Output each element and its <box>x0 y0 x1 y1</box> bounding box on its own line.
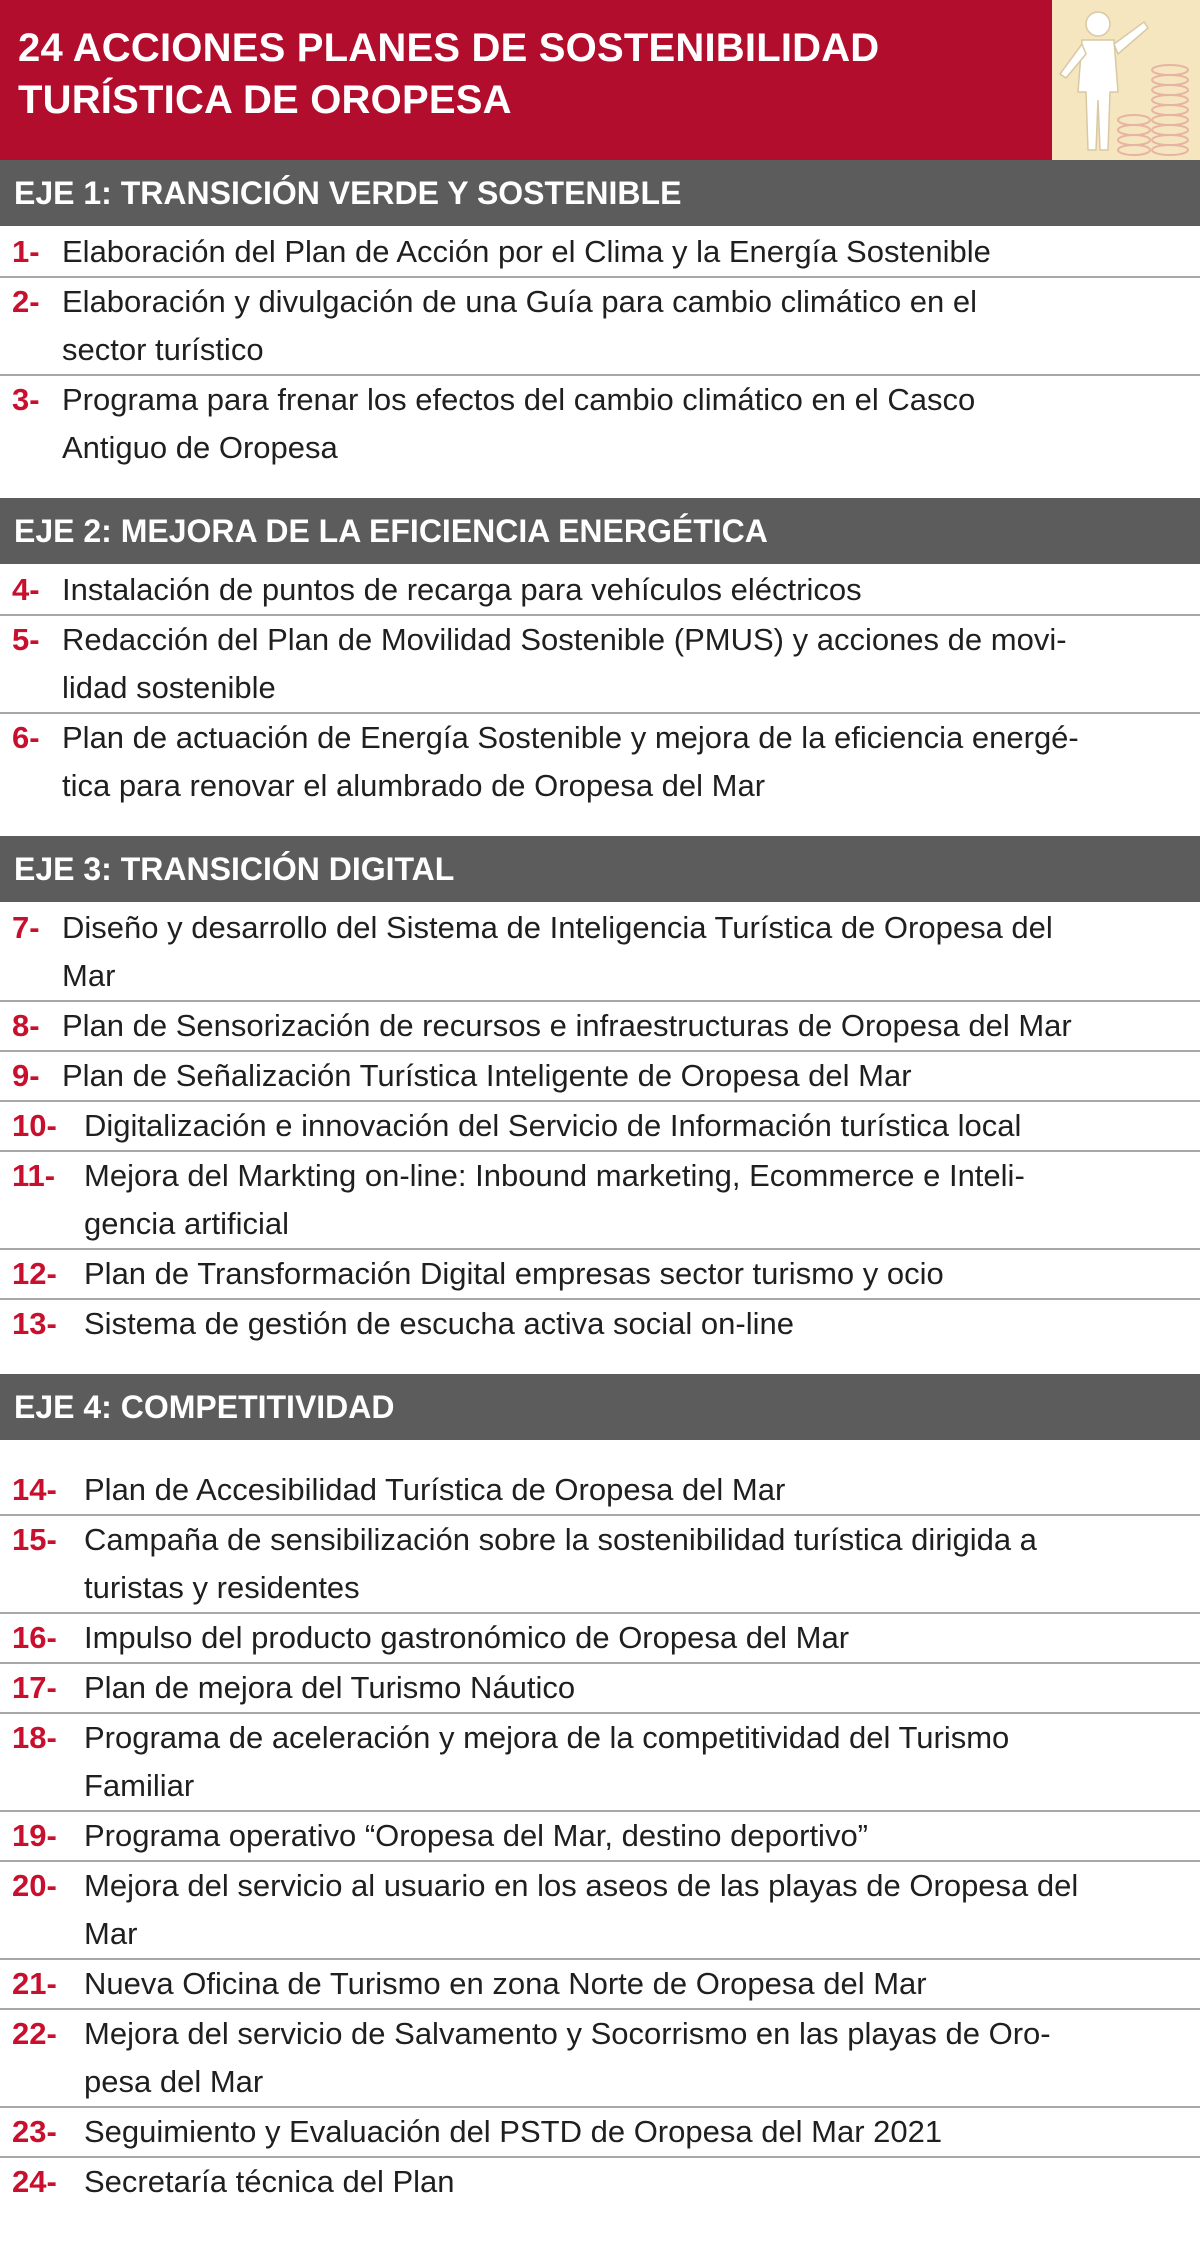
section-eje-2 <box>0 498 1200 836</box>
action-number: 7- <box>12 910 40 945</box>
action-number: 16- <box>12 1620 57 1655</box>
action-item <box>0 616 1200 714</box>
action-text: Programa para frenar los efectos del cambio climático en el Casco Antiguo de Oropesa <box>62 382 976 465</box>
action-text: Sistema de gestión de escucha activa social on-line <box>84 1306 794 1341</box>
action-text: Diseño y desarrollo del Sistema de Inteligencia Turística de Oropesa del Mar <box>62 910 1053 993</box>
action-number: 19- <box>12 1818 57 1853</box>
action-text: Digitalización e innovación del Servicio de Información turística local <box>84 1108 1022 1143</box>
action-item <box>0 2108 1200 2158</box>
action-text: Mejora del servicio de Salvamento y Socorrismo en las playas de Oro- pesa del Mar <box>84 2016 1051 2099</box>
section-header: EJE 3: TRANSICIÓN DIGITAL <box>0 836 1200 902</box>
section-eje-1 <box>0 160 1200 498</box>
action-text: Plan de actuación de Energía Sostenible y mejora de la eficiencia energé- tica para renovar el alumbrado de Oropesa del Mar <box>62 720 1079 803</box>
action-item <box>0 1714 1200 1812</box>
action-item <box>0 1614 1200 1664</box>
action-number: 18- <box>12 1720 57 1755</box>
action-item <box>0 1812 1200 1862</box>
section-eje-4 <box>0 1374 1200 2206</box>
action-text: Seguimiento y Evaluación del PSTD de Oropesa del Mar 2021 <box>84 2114 943 2149</box>
action-item <box>0 714 1200 810</box>
action-number: 17- <box>12 1670 57 1705</box>
action-text: Plan de Sensorización de recursos e infraestructuras de Oropesa del Mar <box>62 1008 1072 1043</box>
action-number: 9- <box>12 1058 40 1093</box>
action-number: 22- <box>12 2016 57 2051</box>
section-eje-3 <box>0 836 1200 1374</box>
action-number: 8- <box>12 1008 40 1043</box>
title-block <box>0 0 1200 160</box>
action-number: 24- <box>12 2164 57 2199</box>
action-item <box>0 566 1200 616</box>
action-item <box>0 1516 1200 1614</box>
action-item <box>0 1664 1200 1714</box>
action-text: Elaboración y divulgación de una Guía para cambio climático en el sector turístico <box>62 284 978 367</box>
action-item <box>0 1300 1200 1348</box>
action-number: 1- <box>12 234 40 269</box>
action-text: Programa de aceleración y mejora de la competitividad del Turismo Familiar <box>84 1720 1010 1803</box>
action-item <box>0 1250 1200 1300</box>
action-text: Nueva Oficina de Turismo en zona Norte de Oropesa del Mar <box>84 1966 927 2001</box>
action-number: 13- <box>12 1306 57 1341</box>
action-item <box>0 228 1200 278</box>
action-number: 20- <box>12 1868 57 1903</box>
action-number: 4- <box>12 572 40 607</box>
action-number: 2- <box>12 284 40 319</box>
section-header: EJE 1: TRANSICIÓN VERDE Y SOSTENIBLE <box>0 160 1200 226</box>
action-text: Plan de Señalización Turística Inteligente de Oropesa del Mar <box>62 1058 912 1093</box>
action-item <box>0 904 1200 1002</box>
title-line-1: 24 ACCIONES PLANES DE SOSTENIBILIDAD <box>18 26 880 70</box>
action-text: Impulso del producto gastronómico de Oropesa del Mar <box>84 1620 850 1655</box>
action-text: Instalación de puntos de recarga para vehículos eléctricos <box>62 572 862 607</box>
action-text: Mejora del Markting on-line: Inbound marketing, Ecommerce e Inteli- gencia artificial <box>84 1158 1025 1241</box>
action-text: Secretaría técnica del Plan <box>84 2164 455 2199</box>
action-number: 12- <box>12 1256 57 1291</box>
action-item <box>0 1466 1200 1516</box>
action-number: 21- <box>12 1966 57 2001</box>
title-banner <box>0 0 1052 160</box>
action-text: Programa operativo “Oropesa del Mar, destino deportivo” <box>84 1818 869 1853</box>
section-header: EJE 2: MEJORA DE LA EFICIENCIA ENERGÉTICA <box>0 498 1200 564</box>
action-text: Plan de Transformación Digital empresas sector turismo y ocio <box>84 1256 944 1291</box>
action-text: Elaboración del Plan de Acción por el Clima y la Energía Sostenible <box>62 234 991 269</box>
title-line-2: TURÍSTICA DE OROPESA <box>18 78 512 122</box>
person-with-coin-stacks-icon <box>1052 0 1200 160</box>
action-item <box>0 1862 1200 1960</box>
action-item <box>0 1002 1200 1052</box>
action-item <box>0 1152 1200 1250</box>
action-number: 5- <box>12 622 40 657</box>
action-text: Mejora del servicio al usuario en los aseos de las playas de Oropesa del Mar <box>84 1868 1079 1951</box>
action-number: 23- <box>12 2114 57 2149</box>
action-item <box>0 376 1200 472</box>
action-text: Plan de Accesibilidad Turística de Oropesa del Mar <box>84 1472 786 1507</box>
action-number: 6- <box>12 720 40 755</box>
action-text: Plan de mejora del Turismo Náutico <box>84 1670 576 1705</box>
action-item <box>0 2010 1200 2108</box>
action-item <box>0 1960 1200 2010</box>
action-number: 3- <box>12 382 40 417</box>
action-number: 11- <box>12 1158 56 1193</box>
action-number: 10- <box>12 1108 57 1143</box>
action-text: Redacción del Plan de Movilidad Sostenible (PMUS) y acciones de movi- lidad sostenible <box>62 622 1067 705</box>
action-number: 15- <box>12 1522 57 1557</box>
action-item <box>0 278 1200 376</box>
action-number: 14- <box>12 1472 57 1507</box>
action-item <box>0 2158 1200 2206</box>
action-item <box>0 1052 1200 1102</box>
action-text: Campaña de sensibilización sobre la sostenibilidad turística dirigida a turistas y residentes <box>84 1522 1037 1605</box>
action-item <box>0 1102 1200 1152</box>
section-header: EJE 4: COMPETITIVIDAD <box>0 1374 1200 1440</box>
